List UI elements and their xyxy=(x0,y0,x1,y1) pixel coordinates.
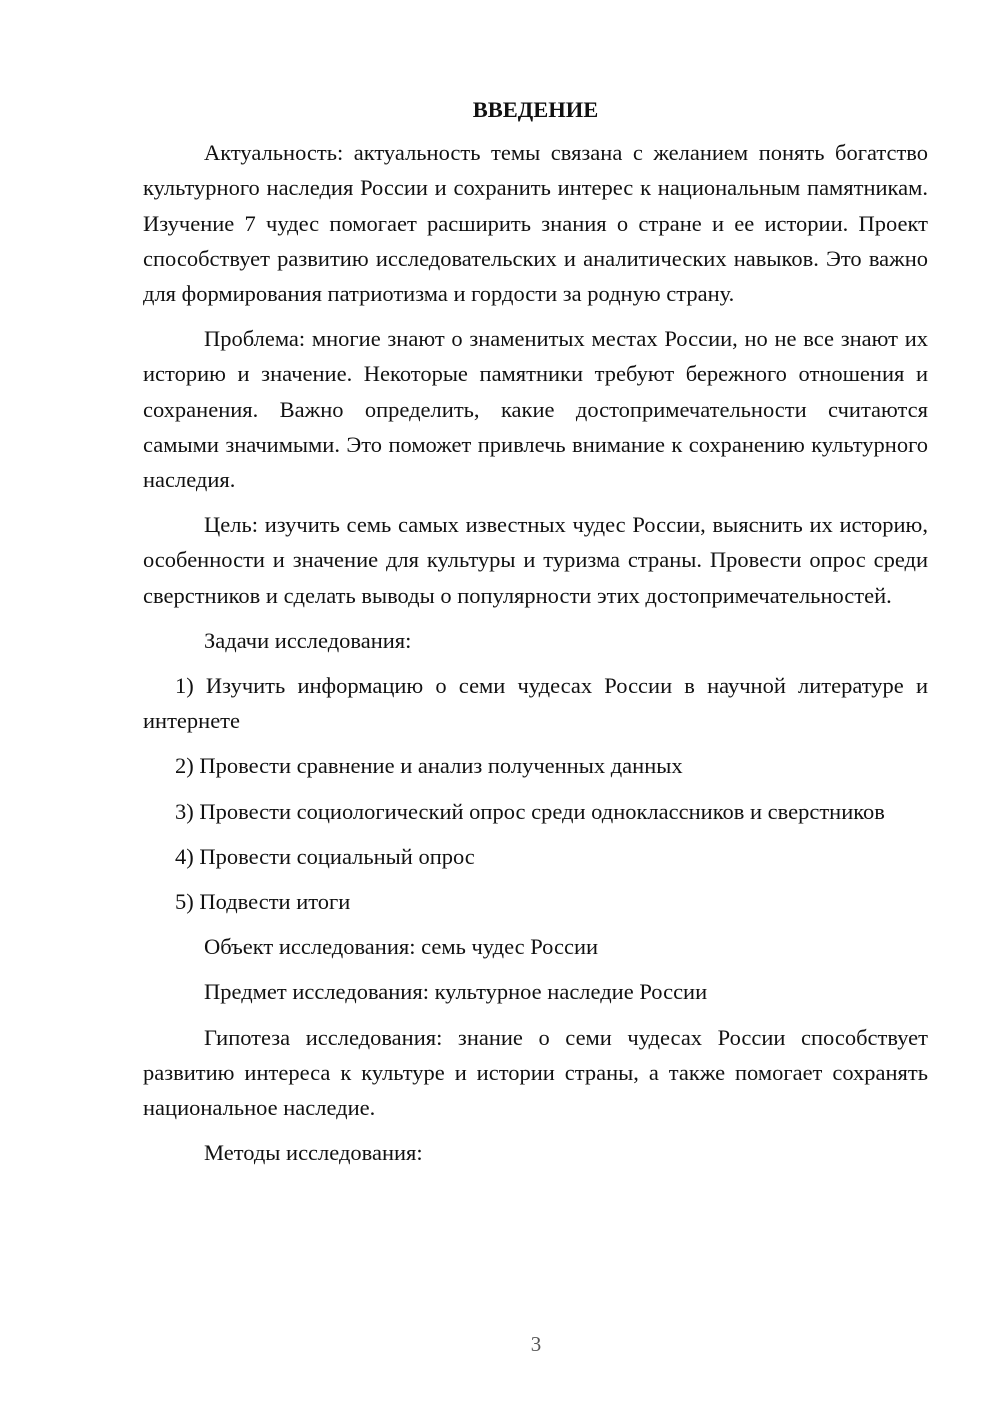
task-item: 3) Провести социологический опрос среди одноклассников и сверстников xyxy=(175,798,885,824)
tasks-heading: Задачи исследования: xyxy=(204,627,412,653)
research-hypothesis: Гипотеза исследования: знание о семи чудесах России способствует развитию интереса к культуре и истории страны, а также помогает сохранять национальное наследие. xyxy=(143,1024,928,1121)
relevance-paragraph: Актуальность: актуальность темы связана с желанием понять богатство культурного наследия России и сохранить интерес к национальным памятникам. Изучение 7 чудес помогает расширить знания о стране и ее истории. Проект способствует развитию исследовательских и аналитических навыков. Это важно для формирования патриотизма и гордости за родную страну. xyxy=(143,140,928,307)
research-object: Объект исследования: семь чудес России xyxy=(204,934,599,960)
methods-heading: Методы исследования: xyxy=(204,1140,423,1166)
document-page xyxy=(143,92,928,1180)
section-title: ВВЕДЕНИЕ xyxy=(472,97,599,122)
research-subject: Предмет исследования: культурное наследие России xyxy=(204,979,708,1005)
goal-paragraph: Цель: изучить семь самых известных чудес России, выяснить их историю, особенности и значение для культуры и туризма страны. Провести опрос среди сверстников и сделать выводы о популярности этих достопримечательностей. xyxy=(143,512,928,608)
task-item: 1) Изучить информацию о семи чудесах России в научной литературе и интернете xyxy=(143,673,928,734)
task-item: 4) Провести социальный опрос xyxy=(175,843,475,869)
task-item: 5) Подвести итоги xyxy=(175,889,351,915)
page-number: 3 xyxy=(530,1332,542,1356)
task-item: 2) Провести сравнение и анализ полученных данных xyxy=(175,753,683,779)
problem-paragraph: Проблема: многие знают о знаменитых местах России, но не все знают их историю и значение. Некоторые памятники требуют бережного отношения и сохранения. Важно определить, какие достопримечательности считаются самыми значимыми. Это поможет привлечь внимание к сохранению культурного наследия. xyxy=(143,326,928,493)
